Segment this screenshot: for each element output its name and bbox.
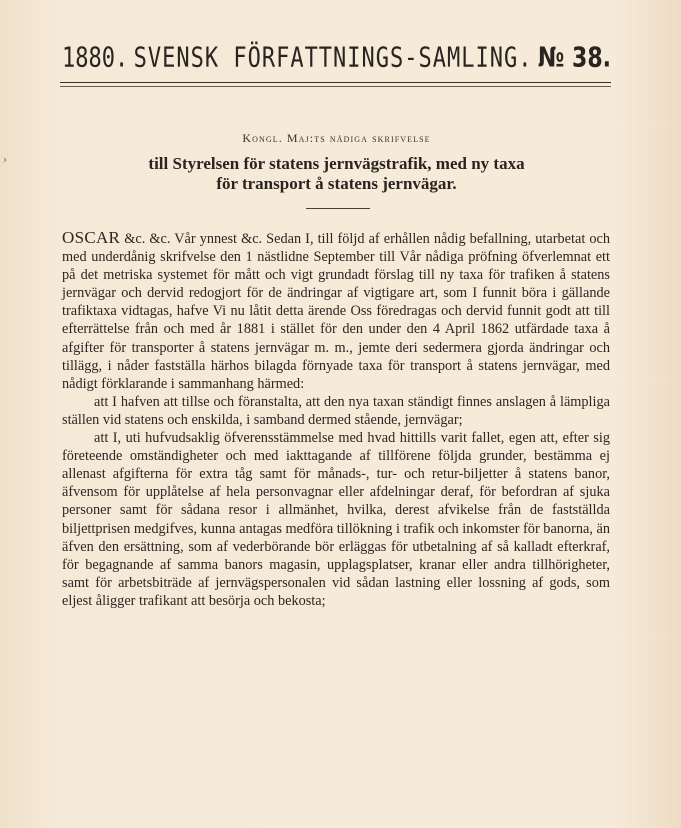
body-text bbox=[62, 229, 610, 610]
header-issue-number: № 38. bbox=[537, 42, 611, 74]
header-publication-title: SVENSK FÖRFATTNINGS-SAMLING. bbox=[133, 42, 533, 74]
document-subtitle bbox=[62, 154, 611, 194]
margin-mark: › bbox=[3, 155, 7, 166]
letter-heading bbox=[62, 131, 611, 146]
paragraph-3: att I, uti hufvudsaklig öfverensstämmelse med hvad hittills varit fallet, egen att, efter sig företeende omständigheter och med iakttagande af tillförene följda grunder, bestämma ej allenast afgifterna för extra tåg samt för månads-, tur- och retur-biljetter å statens banor, äfvensom för upplåtelse af hela personvagnar eller afdelningar deraf, för befordran af sjuka personer samt för sådana resor i allmänhet, hvilka, derest afvikelse från de fastställda biljettprisen medgifves, kunna antagas medföra tillökning i trafik och inkomster för banorna, än äfven den ersättning, som af vederbörande bör erläggas för utbetalning af så kalladt efterkraf, för begagnande af samma banors magasin, upplagsplatser, kranar eller andra tillhörigheter, samt för arbetsbiträde af jernvägspersonalen vid sådan lastning eller lossning af gods, som eljest åligger trafikant att besörja och bekosta; bbox=[62, 430, 610, 609]
section-divider bbox=[306, 208, 370, 209]
paragraph-2: att I hafven att tillse och föranstalta, att den nya taxan ständigt finnes anslagen å lämpliga ställen vid statens och enskilda, i samband dermed stående, jernvägar; bbox=[62, 393, 610, 428]
paragraph-1-lead: OSCAR bbox=[62, 228, 121, 247]
subtitle-line-2: för transport å statens jernvägar. bbox=[216, 174, 457, 193]
header-year: 1880. bbox=[62, 42, 129, 74]
paragraph-1 bbox=[62, 229, 610, 393]
letter-heading-text: Kongl. Maj:ts nådiga skrifvelse bbox=[242, 131, 431, 145]
header-rule-thin bbox=[60, 86, 611, 87]
paragraph-1-text: &c. &c. Vår ynnest &c. Sedan I, till följd af erhållen nådig befallning, utarbetat och med underdånig skrifvelse den 1 nästlidne September till Vår nådiga pröfning öfverlemnat ett på det metriska systemet för mått och vigt grundadt förslag till ny taxa för trafiken å statens jernvägar och dervid redogjort för de ändringar af vigtigare art, som I funnit böra i gällande trafiktaxa vidtagas, hafve Vi nu låtit detta ärende Oss föredragas och dervid funnit godt att till efterrättelse från och med år 1881 i stället för den under den 4 April 1862 utfärdade taxa å afgifter för transporter å statens jernvägar m. m., jemte deri sedermera gjorda ändringar och tillägg, i nåder fastställa härhos bilagda förnyade taxa för transport å statens jernvägar, med nådigt förklarande i sammanhang härmed: bbox=[62, 231, 610, 392]
header-rule bbox=[60, 82, 611, 83]
running-header bbox=[62, 32, 611, 75]
subtitle-line-1: till Styrelsen för statens jernvägstrafik, med ny taxa bbox=[148, 154, 525, 173]
